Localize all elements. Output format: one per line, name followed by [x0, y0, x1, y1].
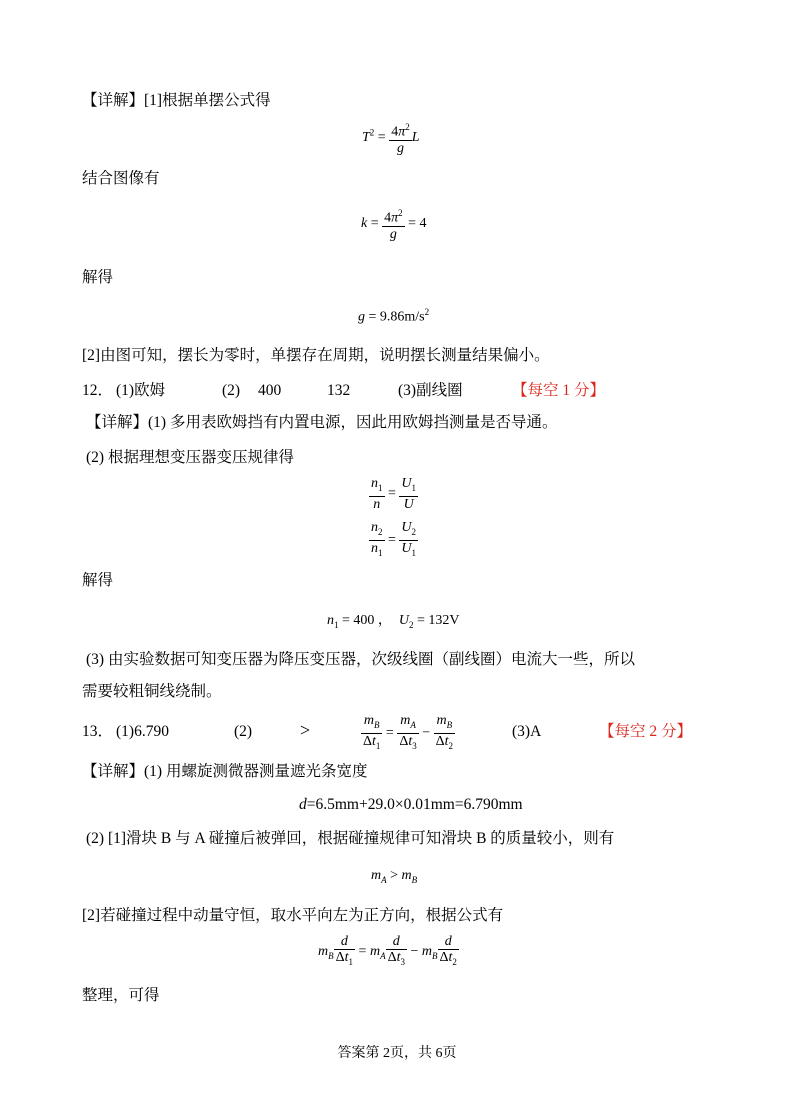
q12-detail-3a: (3) 由实验数据可知变压器为降压变压器，次级线圈（副线圈）电流大一些，所以 [86, 651, 635, 668]
q12-part1: (1)欧姆 [116, 382, 166, 399]
q12-detail-2: (2) 根据理想变压器变压规律得 [86, 449, 294, 466]
q13-part3: (3)A [512, 723, 542, 740]
q12-detail-3b: 需要较粗铜线绕制。 [82, 683, 222, 700]
q12-solve: 解得 [82, 572, 114, 589]
equation-slope: k = $\frac{4\pi^2}{g}$ = 4 [361, 208, 427, 242]
q13-part2: (2) [234, 723, 253, 740]
q13-detail-1: 【详解】(1) 用螺旋测微器测量遮光条宽度 [82, 763, 368, 780]
solve-line-1: 解得 [82, 269, 114, 286]
page-footer: 答案第 2页，共 6页 [337, 1046, 457, 1061]
note-line-2: [2]由图可知，摆长为零时，单摆存在周期，说明摆长测量结果偏小。 [82, 347, 550, 364]
q12-value1: 400 [258, 382, 282, 399]
equation-transformer-2: $\frac{n_2}{n_1}$ = $\frac{U_2}{U_1}$ [371, 520, 417, 558]
q13-tidy: 整理，可得 [82, 987, 160, 1004]
equation-momentum: $m_B$ $\frac{d}{\Delta t_1}$ = $m_A$ $\frac{d}{\Delta t_3}$ − $m_B$ $\frac{d}{\Delta t_2}$ [318, 934, 457, 967]
equation-transformer-1: $\frac{n_1}{n}$ = $\frac{U_1}{U}$ [371, 476, 417, 512]
q12-value2: 132 [327, 382, 351, 399]
q12-part3: (3)副线圈 [398, 382, 463, 399]
equation-q13-d: d=6.5mm+29.0×0.01mm=6.790mm [299, 796, 523, 813]
q13-detail-3: [2]若碰撞过程中动量守恒，取水平向左为正方向，根据公式有 [82, 907, 504, 924]
detail-line-1: 【详解】[1]根据单摆公式得 [82, 92, 271, 109]
q13-score: 【每空 2 分】 [599, 723, 693, 740]
q13-part1: (1)6.790 [116, 723, 169, 740]
q13-number: 13． [82, 723, 114, 740]
q12-score: 【每空 1 分】 [512, 382, 606, 399]
combine-line: 结合图像有 [82, 170, 160, 187]
q12-detail-1: 【详解】(1) 多用表欧姆挡有内置电源，因此用欧姆挡测量是否导通。 [86, 414, 558, 431]
equation-q12-result: $n_1 = 400$ ， $U_2 = 132V$ [327, 613, 460, 630]
equation-mass-compare: $m_A > m_B$ [371, 868, 418, 885]
q12-part2: (2) [222, 382, 241, 399]
q13-greater-sign: > [300, 720, 311, 740]
equation-q13-d-value: =6.5mm+29.0×0.01mm=6.790mm [306, 796, 523, 813]
equation-q13-answer: $\frac{m_B}{\Delta t_1}$ = $\frac{m_A}{\Delta t_3}$ − $\frac{m_B}{\Delta t_2}$ [363, 713, 454, 751]
q13-detail-2: (2) [1]滑块 B 与 A 碰撞后被弹回，根据碰撞规律可知滑块 B 的质量较小，则有 [86, 830, 615, 847]
equation-g: $g = 9.86m/s^2$ [358, 307, 430, 325]
equation-period: $T^2$ = $\frac{4\pi^2}{g}$ L [362, 122, 420, 156]
q12-number: 12． [82, 382, 114, 399]
